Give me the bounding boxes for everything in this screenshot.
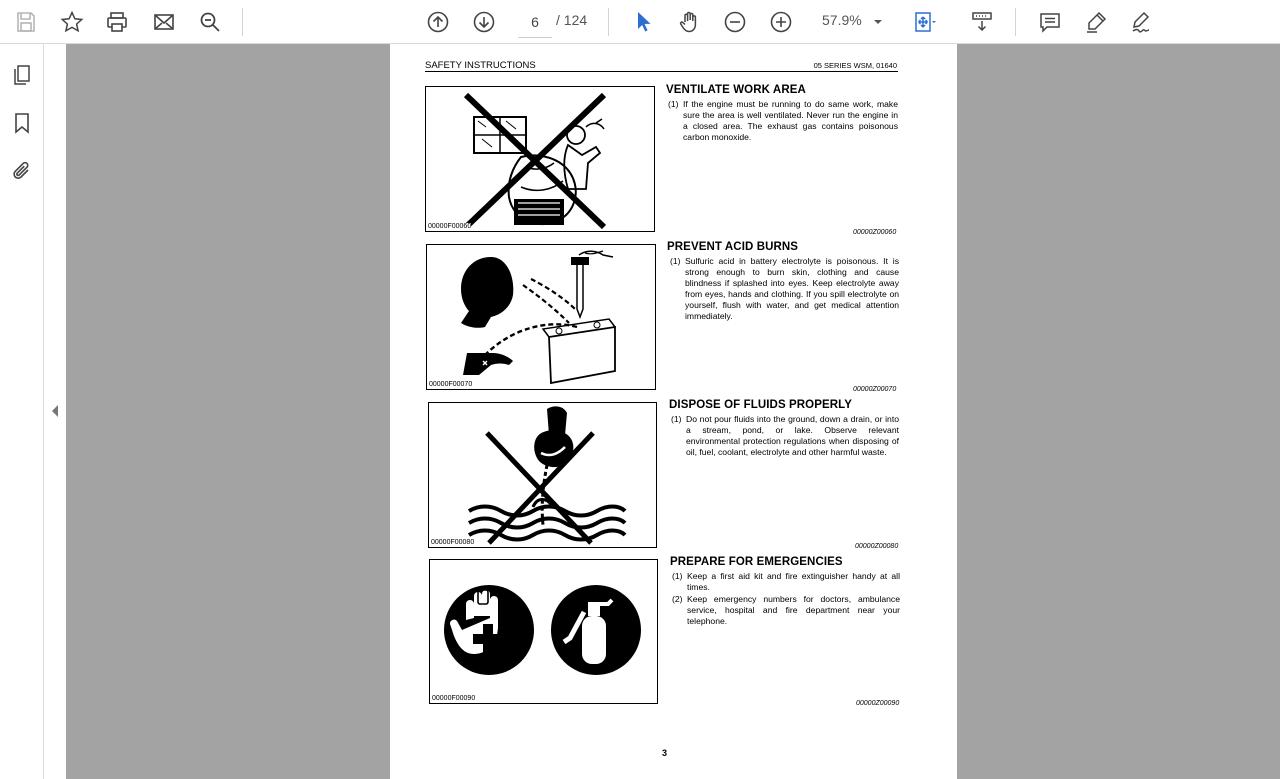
- pdf-page: [390, 44, 957, 779]
- section-code: 00000Z00080: [855, 543, 899, 550]
- figure-id: 00000F00060: [428, 223, 472, 230]
- section-title-emergencies: PREPARE FOR EMERGENCIES: [670, 556, 843, 568]
- toolbar-separator: [608, 8, 609, 36]
- item-text: Keep emergency numbers for doctors, ambulance service, hospital and fire department near your telephone.: [687, 594, 900, 626]
- item-text: Sulfuric acid in battery electrolyte is poisonous. It is strong enough to burn skin, clothing and cause blindness if splashed into eyes. Keep electrolyte away from eyes, hands and clothing. If you spill electrolyte on yourself, flush with water, and get medical attention immediately.: [685, 256, 899, 321]
- header-rule: [425, 71, 898, 72]
- emergencies-illustration: [430, 560, 658, 704]
- save-icon[interactable]: [10, 6, 42, 38]
- figure-dispose-fluids: [428, 402, 657, 548]
- toolbar: [0, 0, 1280, 44]
- section-code: 00000Z00070: [853, 386, 897, 393]
- highlight-pen-icon[interactable]: [1080, 6, 1112, 38]
- section-title-dispose-fluids: DISPOSE OF FLUIDS PROPERLY: [669, 399, 853, 411]
- item-number: (2): [672, 594, 683, 604]
- previous-page-icon[interactable]: [422, 6, 454, 38]
- page-number-input[interactable]: [518, 7, 552, 38]
- list-item: [672, 571, 900, 593]
- print-icon[interactable]: [101, 6, 133, 38]
- header-manual-code: 05 SERIES WSM, 01640: [813, 61, 897, 70]
- section-title-acid-burns: PREVENT ACID BURNS: [667, 241, 799, 253]
- navigation-sidebar: [0, 44, 44, 779]
- select-cursor-icon[interactable]: [627, 6, 659, 38]
- next-page-icon[interactable]: [468, 6, 500, 38]
- bookmark-star-icon[interactable]: [56, 6, 88, 38]
- hand-pan-icon[interactable]: [673, 6, 705, 38]
- figure-id: 00000F00090: [432, 695, 476, 702]
- section-code: 00000Z00090: [856, 700, 900, 707]
- attachments-icon[interactable]: [6, 155, 38, 187]
- item-text: Do not pour fluids into the ground, down a drain, or into a stream, pond, or lake. Observe relevant environmental protection regulations when disposing of oil, fuel, coolant, electrolyte and other harmful waste.: [686, 414, 899, 457]
- figure-acid-burns: [426, 244, 656, 390]
- item-number: (1): [672, 571, 683, 581]
- zoom-search-icon[interactable]: [194, 6, 226, 38]
- sign-icon[interactable]: [1126, 6, 1158, 38]
- acid-burns-illustration: [427, 245, 656, 390]
- list-item: [672, 594, 900, 627]
- item-number: (1): [671, 414, 682, 424]
- fit-page-icon[interactable]: [908, 6, 940, 38]
- section-code: 00000Z00060: [853, 229, 897, 236]
- toolbar-separator: [242, 8, 243, 36]
- scroll-mode-icon[interactable]: [966, 6, 998, 38]
- item-text: If the engine must be running to do same work, make sure the area is well ventilated. Never run the engine in a closed area. The exhaust gas contains poisonous carbon monoxide.: [683, 99, 898, 142]
- email-icon[interactable]: [148, 6, 180, 38]
- page-total: / 124: [556, 12, 588, 28]
- header-section-title: SAFETY INSTRUCTIONS: [425, 60, 536, 71]
- comment-icon[interactable]: [1034, 6, 1066, 38]
- zoom-value[interactable]: 57.9%: [822, 12, 862, 28]
- item-number: (1): [670, 256, 681, 266]
- panel-collapse-strip: [44, 44, 66, 779]
- dispose-fluids-illustration: [429, 403, 657, 548]
- zoom-in-icon[interactable]: [765, 6, 797, 38]
- ventilate-illustration: [426, 87, 655, 232]
- figure-emergencies: [429, 559, 658, 704]
- item-number: (1): [668, 99, 679, 109]
- figure-id: 00000F00070: [429, 381, 473, 388]
- figure-id: 00000F00080: [431, 539, 475, 546]
- document-viewer[interactable]: [66, 44, 1280, 779]
- list-item: [670, 256, 899, 322]
- item-text: Keep a first aid kit and fire extinguisher handy at all times.: [687, 571, 900, 592]
- list-item: [668, 99, 898, 143]
- toolbar-separator: [1015, 8, 1016, 36]
- bookmarks-icon[interactable]: [6, 107, 38, 139]
- collapse-panel-icon[interactable]: [50, 404, 60, 418]
- section-title-ventilate: VENTILATE WORK AREA: [666, 84, 806, 96]
- page-number: 3: [662, 748, 668, 758]
- list-item: [671, 414, 899, 458]
- page-thumbnails-icon[interactable]: [6, 59, 38, 91]
- zoom-out-icon[interactable]: [719, 6, 751, 38]
- zoom-dropdown-icon[interactable]: [862, 6, 894, 38]
- figure-ventilate: [425, 86, 655, 232]
